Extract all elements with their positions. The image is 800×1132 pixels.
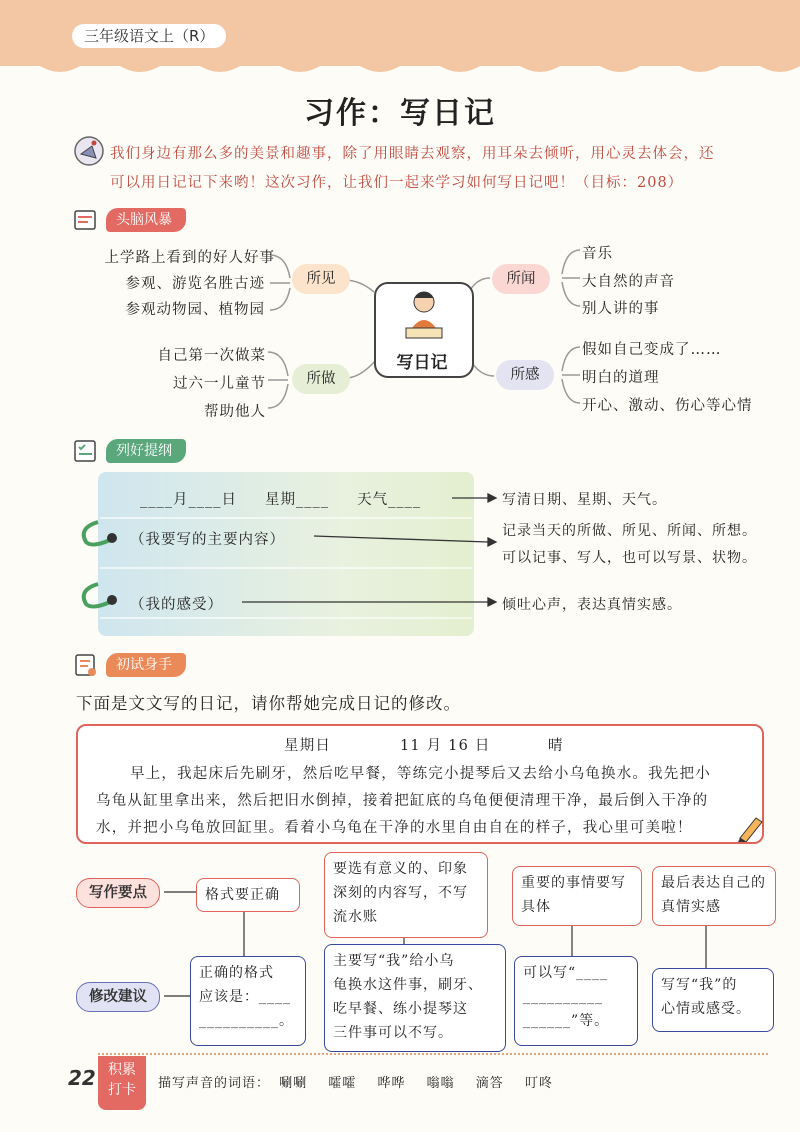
suggestion-detail-line-2: __________ (523, 989, 603, 1005)
see-item-2: 参观、游览名胜古迹 (125, 276, 265, 292)
practice-instruction: 下面是文文写的日记，请你帮她完成日记的修改。 (76, 694, 461, 713)
suggestion-main-line-2: 龟换水这件事，刷牙、 (333, 977, 483, 993)
suggestion-detail-line-1: 可以写“____ (523, 965, 609, 981)
feel-item-2: 明白的道理 (582, 370, 660, 386)
footer-word: 滴答 (475, 1076, 504, 1091)
footer-word: 唰唰 (279, 1076, 308, 1091)
outline-date-line: ____月____日 星期____ 天气____ (140, 492, 422, 508)
header-wave (0, 48, 800, 88)
footer-tag-line-1: 积累 (108, 1062, 136, 1078)
hear-item-1: 音乐 (582, 246, 613, 262)
outline-feeling: （我的感受） (130, 597, 223, 613)
footer-tag-line-2: 打卡 (108, 1082, 136, 1098)
suggestion-feeling-line-1: 写写“我”的 (661, 977, 738, 993)
diary-date: 11 月 16 日 (400, 738, 491, 754)
suggestion-main-line-4: 三件事可以不写。 (333, 1025, 453, 1041)
key-points-label: 写作要点 (76, 878, 160, 908)
weather-label: 天气 (357, 492, 389, 508)
brainstorm-tag: 头脑风暴 (106, 208, 186, 232)
hear-item-2: 大自然的声音 (582, 274, 675, 290)
suggestion-format (190, 956, 306, 1046)
node-do: 所做 (292, 364, 350, 394)
do-item-3: 帮助他人 (204, 404, 266, 420)
footer-word: 哗哗 (377, 1076, 406, 1091)
footer-word: 叮咚 (524, 1076, 553, 1091)
node-hear: 所闻 (492, 264, 550, 294)
footer-divider (98, 1053, 768, 1055)
do-item-1: 自己第一次做菜 (157, 348, 266, 364)
see-item-1: 上学路上看到的好人好事 (104, 250, 275, 266)
note-content-1: 记录当天的所做、所见、所闻、所想。 (502, 523, 757, 539)
pencil-icon (736, 812, 764, 842)
suggestion-main-line-3: 吃早餐、练小提琴这 (333, 1001, 468, 1017)
diary-weather: 晴 (548, 738, 564, 754)
suggestion-detail-line-3: ______”等。 (523, 1013, 610, 1029)
footer-tag (98, 1056, 146, 1110)
hear-item-3: 别人讲的事 (582, 301, 660, 317)
footer-word: 嗡嗡 (426, 1076, 455, 1091)
day-label: 日 (221, 492, 237, 508)
footer-word: 嚯嚯 (328, 1076, 357, 1091)
point-meaningful: 要选有意义的、印象深刻的内容写，不写流水账 (324, 852, 488, 938)
suggestion-feeling-line-2: 心情或感受。 (661, 1001, 751, 1017)
center-label: 写日记 (396, 353, 448, 373)
feel-item-3: 开心、激动、伤心等心情 (582, 398, 753, 414)
suggestion-format-line-3: __________。 (199, 1013, 294, 1029)
footer-vocabulary (158, 1072, 569, 1091)
suggestion-format-line-1: 正确的格式 (199, 965, 274, 981)
feel-item-1: 假如自己变成了…… (582, 342, 722, 358)
note-date: 写清日期、星期、天气。 (502, 492, 667, 508)
intro-line-2: 可以用日记记下来哟！这次习作，让我们一起来学习如何写日记吧！（目标：208） (110, 175, 684, 191)
trumpet-icon (72, 134, 106, 168)
practice-tag: 初试身手 (106, 653, 186, 677)
suggestion-main-event (324, 944, 506, 1052)
diary-line-3: 水，并把小乌龟放回缸里。看着小乌龟在干净的水里自由自在的样子，我心里可美啦！ (96, 820, 693, 836)
do-item-2: 过六一儿童节 (173, 376, 266, 392)
page-number: 22 (68, 1066, 96, 1090)
suggestion-feeling (652, 968, 774, 1032)
week-label: 星期 (265, 492, 297, 508)
node-feel: 所感 (496, 360, 554, 390)
note-content-2: 可以记事、写人，也可以写景、状物。 (502, 550, 757, 566)
outline-icon (72, 438, 100, 464)
point-format: 格式要正确 (196, 878, 300, 912)
see-item-3: 参观动物园、植物园 (125, 302, 265, 318)
intro-line-1: 我们身边有那么多的美景和趣事，除了用眼睛去观察，用耳朵去倾听，用心灵去体会，还 (110, 146, 715, 162)
writing-child-icon (376, 284, 472, 344)
outline-tag: 列好提纲 (106, 439, 186, 463)
page-title: 习作：写日记 (304, 96, 496, 131)
footer-label: 描写声音的词语： (158, 1076, 271, 1091)
point-detail: 重要的事情要写具体 (512, 866, 642, 926)
suggestion-detail (514, 956, 638, 1046)
suggestion-format-line-2: 应该是：____ (199, 989, 291, 1005)
practice-icon (72, 652, 100, 678)
diary-line-1: 早上，我起床后先刷牙，然后吃早餐，等练完小提琴后又去给小乌龟换水。我先把小 (130, 766, 711, 782)
diary-weekday: 星期日 (284, 738, 332, 754)
diary-line-2: 乌龟从缸里拿出来，然后把旧水倒掉，接着把缸底的乌龟便便清理干净，最后倒入干净的 (96, 793, 709, 809)
point-feeling: 最后表达自己的真情实感 (652, 866, 776, 926)
note-feeling: 倾吐心声，表达真情实感。 (502, 597, 682, 613)
outline-main-content: （我要写的主要内容） (130, 532, 285, 548)
node-see: 所见 (292, 264, 350, 294)
suggestions-label: 修改建议 (76, 982, 160, 1012)
suggestion-main-line-1: 主要写“我”给小乌 (333, 953, 455, 969)
book-label: 三年级语文上（R） (72, 24, 226, 48)
month-label: 月 (173, 492, 189, 508)
